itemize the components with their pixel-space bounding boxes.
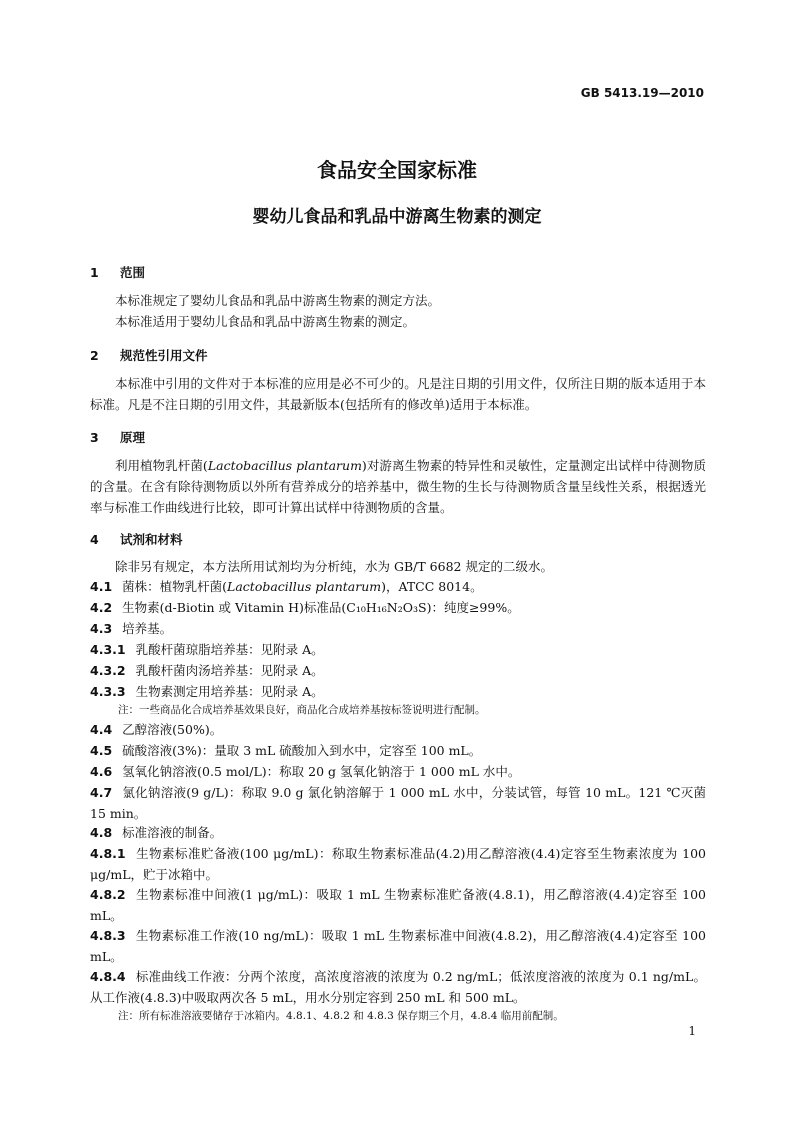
- clause-item: [90, 597, 706, 618]
- clause-number: 4.8.3: [90, 928, 126, 943]
- section-4-heading: [90, 530, 183, 548]
- clause-text: 生物素测定用培养基：见附录 A。: [135, 684, 324, 699]
- section-number: 2: [90, 348, 99, 363]
- clause-text: 标准曲线工作液：分两个浓度，高浓度溶液的浓度为 0.2 ng/mL；低浓度溶液的浓度为 0.1 ng/mL。从工作液(4.8.3)中吸取两次各 5 mL，用水分别定容到 250 mL 和 500 mL。: [90, 969, 706, 1005]
- clause-item: [90, 618, 706, 639]
- clause-number: 4.8.4: [90, 969, 126, 984]
- clause-item: [90, 681, 706, 702]
- clause-item: [90, 719, 706, 740]
- text-run: )，ATCC 8014。: [381, 579, 483, 594]
- section-number: 3: [90, 430, 99, 445]
- section-title: 规范性引用文件: [120, 348, 208, 363]
- section-3-heading: [90, 428, 145, 446]
- clause-number: 4.5: [90, 743, 113, 758]
- clause-item: [90, 639, 706, 660]
- clause-item: [90, 576, 706, 597]
- clause-number: 4.8.2: [90, 887, 126, 902]
- clause-item: [90, 843, 706, 885]
- section-2-heading: [90, 346, 208, 364]
- clause-item: [90, 822, 706, 843]
- note: 注：一些商品化合成培养基效果良好，商品化合成培养基按标签说明进行配制。: [118, 704, 486, 716]
- main-title: 食品安全国家标准: [317, 158, 477, 182]
- clause-number: 4.3: [90, 621, 113, 636]
- clause-text: 标准溶液的制备。: [122, 825, 223, 840]
- clause-item: [90, 925, 706, 967]
- clause-text: 生物素标准贮备液(100 μg/mL)：称取生物素标准品(4.2)用乙醇溶液(4.4)定容至生物素浓度为 100 μg/mL，贮于冰箱中。: [90, 846, 706, 882]
- paragraph: 除非另有规定，本方法所用试剂均为分析纯，水为 GB/T 6682 规定的二级水。: [115, 559, 553, 574]
- paragraph: 本标准规定了婴幼儿食品和乳品中游离生物素的测定方法。: [115, 293, 441, 308]
- clause-number: 4.3.2: [90, 663, 126, 678]
- paragraph: [90, 455, 706, 518]
- text-run: 菌株：植物乳杆菌(: [122, 579, 228, 594]
- sub-title: 婴幼儿食品和乳品中游离生物素的测定: [252, 207, 542, 227]
- text-run: 利用植物乳杆菌(: [115, 458, 208, 473]
- section-number: 1: [90, 265, 99, 280]
- section-number: 4: [90, 532, 99, 547]
- clause-number: 4.1: [90, 579, 113, 594]
- paragraph: 本标准中引用的文件对于本标准的应用是必不可少的。凡是注日期的引用文件，仅所注日期的版本适用于本标准。凡是不注日期的引用文件，其最新版本(包括所有的修改单)适用于本标准。: [90, 376, 706, 412]
- clause-number: 4.7: [90, 785, 113, 800]
- clause-text: 生物素(d-Biotin 或 Vitamin H)标准品(C₁₀H₁₆N₂O₃S)：纯度≥99%。: [122, 600, 520, 615]
- clause-text: 氢氧化钠溶液(0.5 mol/L)：称取 20 g 氢氧化钠溶于 1 000 mL 水中。: [122, 764, 521, 779]
- note: 注：所有标准溶液要储存于冰箱内。4.8.1、4.8.2 和 4.8.3 保存期三个月，4.8.4 临用前配制。: [118, 1010, 564, 1022]
- clause-number: 4.4: [90, 722, 113, 737]
- clause-text: 乙醇溶液(50%)。: [122, 722, 223, 737]
- section-title: 范围: [120, 265, 146, 280]
- clause-item: [90, 782, 706, 824]
- clause-item: [90, 660, 706, 681]
- latin-name: Lactobacillus plantarum: [207, 458, 362, 473]
- clause-item: [90, 740, 706, 761]
- section-1-heading: [90, 263, 145, 281]
- clause-text: 生物素标准工作液(10 ng/mL)：吸取 1 mL 生物素标准中间液(4.8.2)，用乙醇溶液(4.4)定容至 100 mL。: [90, 928, 706, 964]
- clause-number: 4.6: [90, 764, 113, 779]
- clause-text: 乳酸杆菌肉汤培养基：见附录 A。: [135, 663, 324, 678]
- text-run: )对游离生物素的特异性和灵敏性，定量测定出试样中待测物质的含量。在含有除待测物质以外所有营养成分的培养基中，微生物的生长与待测物质含量呈线性关系，根据透光率与标准工作曲线进行比较，即可计算出试样中待测物质的含量。: [90, 458, 706, 515]
- clause-number: 4.8.1: [90, 846, 126, 861]
- clause-number: 4.2: [90, 600, 113, 615]
- clause-text: 培养基。: [122, 621, 173, 636]
- clause-text: 乳酸杆菌琼脂培养基：见附录 A。: [135, 642, 324, 657]
- clause-number: 4.3.3: [90, 684, 126, 699]
- clause-number: 4.8: [90, 825, 113, 840]
- document-code: GB 5413.19—2010: [580, 86, 704, 100]
- clause-text: 氯化钠溶液(9 g/L)：称取 9.0 g 氯化钠溶解于 1 000 mL 水中，分装试管，每管 10 mL。121 ℃灭菌 15 min。: [90, 785, 706, 821]
- page-number: 1: [688, 1024, 696, 1038]
- paragraph: 本标准适用于婴幼儿食品和乳品中游离生物素的测定。: [115, 314, 416, 329]
- clause-item: [90, 761, 706, 782]
- section-title: 试剂和材料: [120, 532, 183, 547]
- latin-name: Lactobacillus plantarum: [227, 579, 382, 594]
- clause-text: 硫酸溶液(3%)：量取 3 mL 硫酸加入到水中，定容至 100 mL。: [122, 743, 482, 758]
- section-title: 原理: [120, 430, 146, 445]
- clause-item: [90, 884, 706, 926]
- clause-text: 生物素标准中间液(1 μg/mL)：吸取 1 mL 生物素标准贮备液(4.8.1)，用乙醇溶液(4.4)定容至 100 mL。: [90, 887, 706, 923]
- clause-number: 4.3.1: [90, 642, 126, 657]
- clause-item: [90, 966, 706, 1008]
